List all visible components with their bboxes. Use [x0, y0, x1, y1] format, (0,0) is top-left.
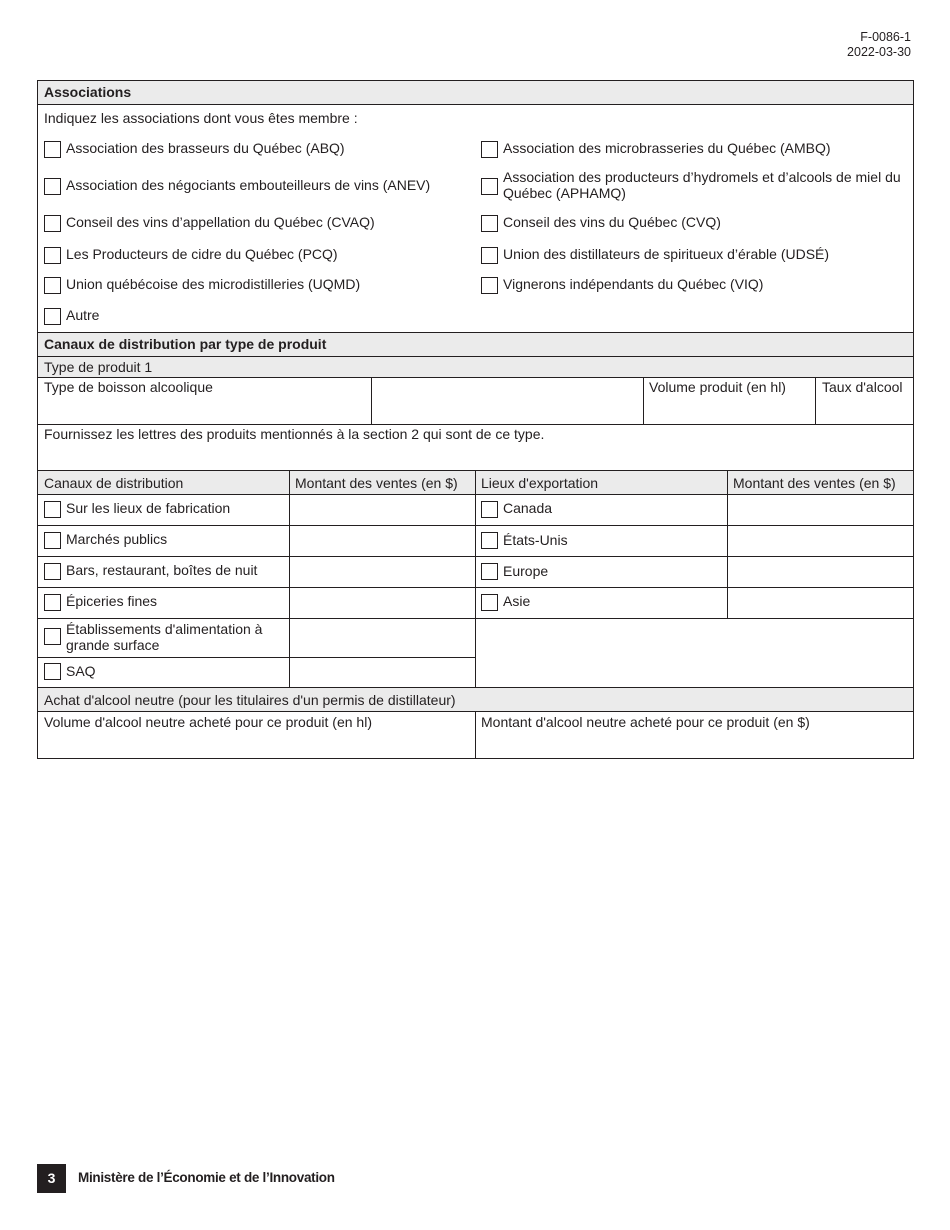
product-type-band — [38, 357, 913, 377]
distribution-title: Canaux de distribution par type de produit — [44, 336, 327, 352]
col-sales-1: Montant des ventes (en $) — [295, 475, 458, 491]
page-number: 3 — [37, 1164, 66, 1193]
sales-field[interactable] — [290, 557, 475, 587]
form-code: F-0086-1 — [860, 30, 911, 44]
product-type-label: Type de produit 1 — [44, 359, 153, 375]
ministry-name: Ministère de l’Économie et de l’Innovation — [78, 1170, 335, 1185]
checkbox[interactable] — [44, 628, 61, 645]
letters-instruction: Fournissez les lettres des produits mentionnés à la section 2 qui sont de ce type. — [44, 426, 545, 442]
associations-instruction: Indiquez les associations dont vous êtes membre : — [44, 110, 358, 126]
col-channels: Canaux de distribution — [44, 475, 184, 491]
sales-field[interactable] — [290, 526, 475, 556]
checkbox[interactable] — [44, 663, 61, 680]
col-sales-2: Montant des ventes (en $) — [733, 475, 896, 491]
checkbox[interactable] — [481, 501, 498, 518]
checkbox[interactable] — [44, 594, 61, 611]
neutral-amount-field[interactable] — [476, 733, 913, 758]
col-export: Lieux d'exportation — [481, 475, 599, 491]
checkbox[interactable] — [44, 532, 61, 549]
volume-label: Volume produit (en hl) — [649, 379, 786, 395]
neutral-alcohol-title: Achat d'alcool neutre (pour les titulaires d'un permis de distillateur) — [44, 692, 456, 708]
sales-field[interactable] — [290, 658, 475, 687]
checkbox[interactable] — [481, 247, 498, 264]
checkbox[interactable] — [44, 501, 61, 518]
checkbox[interactable] — [481, 532, 498, 549]
checkbox[interactable] — [481, 277, 498, 294]
checkbox[interactable] — [481, 141, 498, 158]
checkbox[interactable] — [44, 247, 61, 264]
alcohol-rate-label: Taux d'alcool — [822, 379, 903, 395]
export-sales-field[interactable] — [728, 526, 913, 556]
letters-field[interactable] — [39, 445, 912, 470]
form-date: 2022-03-30 — [847, 45, 911, 59]
form-page: Associations Indiquez les associations dont vous êtes membre : Association des brasseurs du Québec (ABQ) Association des négociants embouteilleurs de vins (ANEV) Conseil des vins d’appellation du Québec (CVAQ) Les Producteurs de cidre du Québec (PCQ) Union québécoise des microdistilleries (UQMD) Autre Association des microbrasseries du Québec (AMBQ) Association des producteurs d’hydromels et d’alcools de miel du Québec (APHAMQ) Conseil des vins du Québec (CVQ) Union des distillateurs de spiritueux d’érable (UDSÉ) Vignerons indépendants du Québec (VIQ) Canaux de distribution par type de produit Type de produit 1 Type de boisson alcoolique Volume produit (en hl) Taux d'alcool Fournissez les lettres des produits mentionnés à la section 2 qui sont de ce type. Canaux de distribution Montant des ventes (en $) Lieux d'exportation Montant des ventes (en $) Sur les lieux de fabrication Marchés publics Bars, restaurant, boîtes de nuit Épiceries fines Établissements d'alimentation à grande surface SAQ Canada États-Unis Europe Asie Achat d'alcool neutre (pour les titulaires d'un permis de distillateur) Volume d'alcool neutre acheté pour ce produit (en hl) Montant d'alcool neutre acheté pour ce produit (en $) — [37, 80, 914, 759]
associations-title: Associations — [44, 84, 132, 100]
sales-field[interactable] — [290, 619, 475, 657]
checkbox[interactable] — [481, 178, 498, 195]
neutral-volume-label: Volume d'alcool neutre acheté pour ce produit (en hl) — [44, 714, 372, 730]
alcohol-rate-field[interactable] — [816, 397, 913, 423]
neutral-amount-label: Montant d'alcool neutre acheté pour ce produit (en $) — [481, 714, 810, 730]
sales-field[interactable] — [290, 588, 475, 618]
export-sales-field[interactable] — [728, 588, 913, 618]
checkbox[interactable] — [44, 277, 61, 294]
checkbox[interactable] — [44, 563, 61, 580]
checkbox[interactable] — [44, 308, 61, 325]
beverage-type-field[interactable] — [372, 378, 643, 424]
associations-header — [38, 81, 913, 104]
sales-field[interactable] — [290, 495, 475, 525]
checkbox[interactable] — [44, 178, 61, 195]
checkbox[interactable] — [481, 215, 498, 232]
form-reference — [847, 30, 911, 60]
export-sales-field[interactable] — [728, 495, 913, 525]
neutral-volume-field[interactable] — [39, 733, 475, 758]
checkbox[interactable] — [44, 215, 61, 232]
export-sales-field[interactable] — [728, 557, 913, 587]
beverage-type-label: Type de boisson alcoolique — [44, 379, 213, 395]
volume-field[interactable] — [644, 397, 815, 423]
checkbox[interactable] — [44, 141, 61, 158]
checkbox[interactable] — [481, 563, 498, 580]
checkbox[interactable] — [481, 594, 498, 611]
